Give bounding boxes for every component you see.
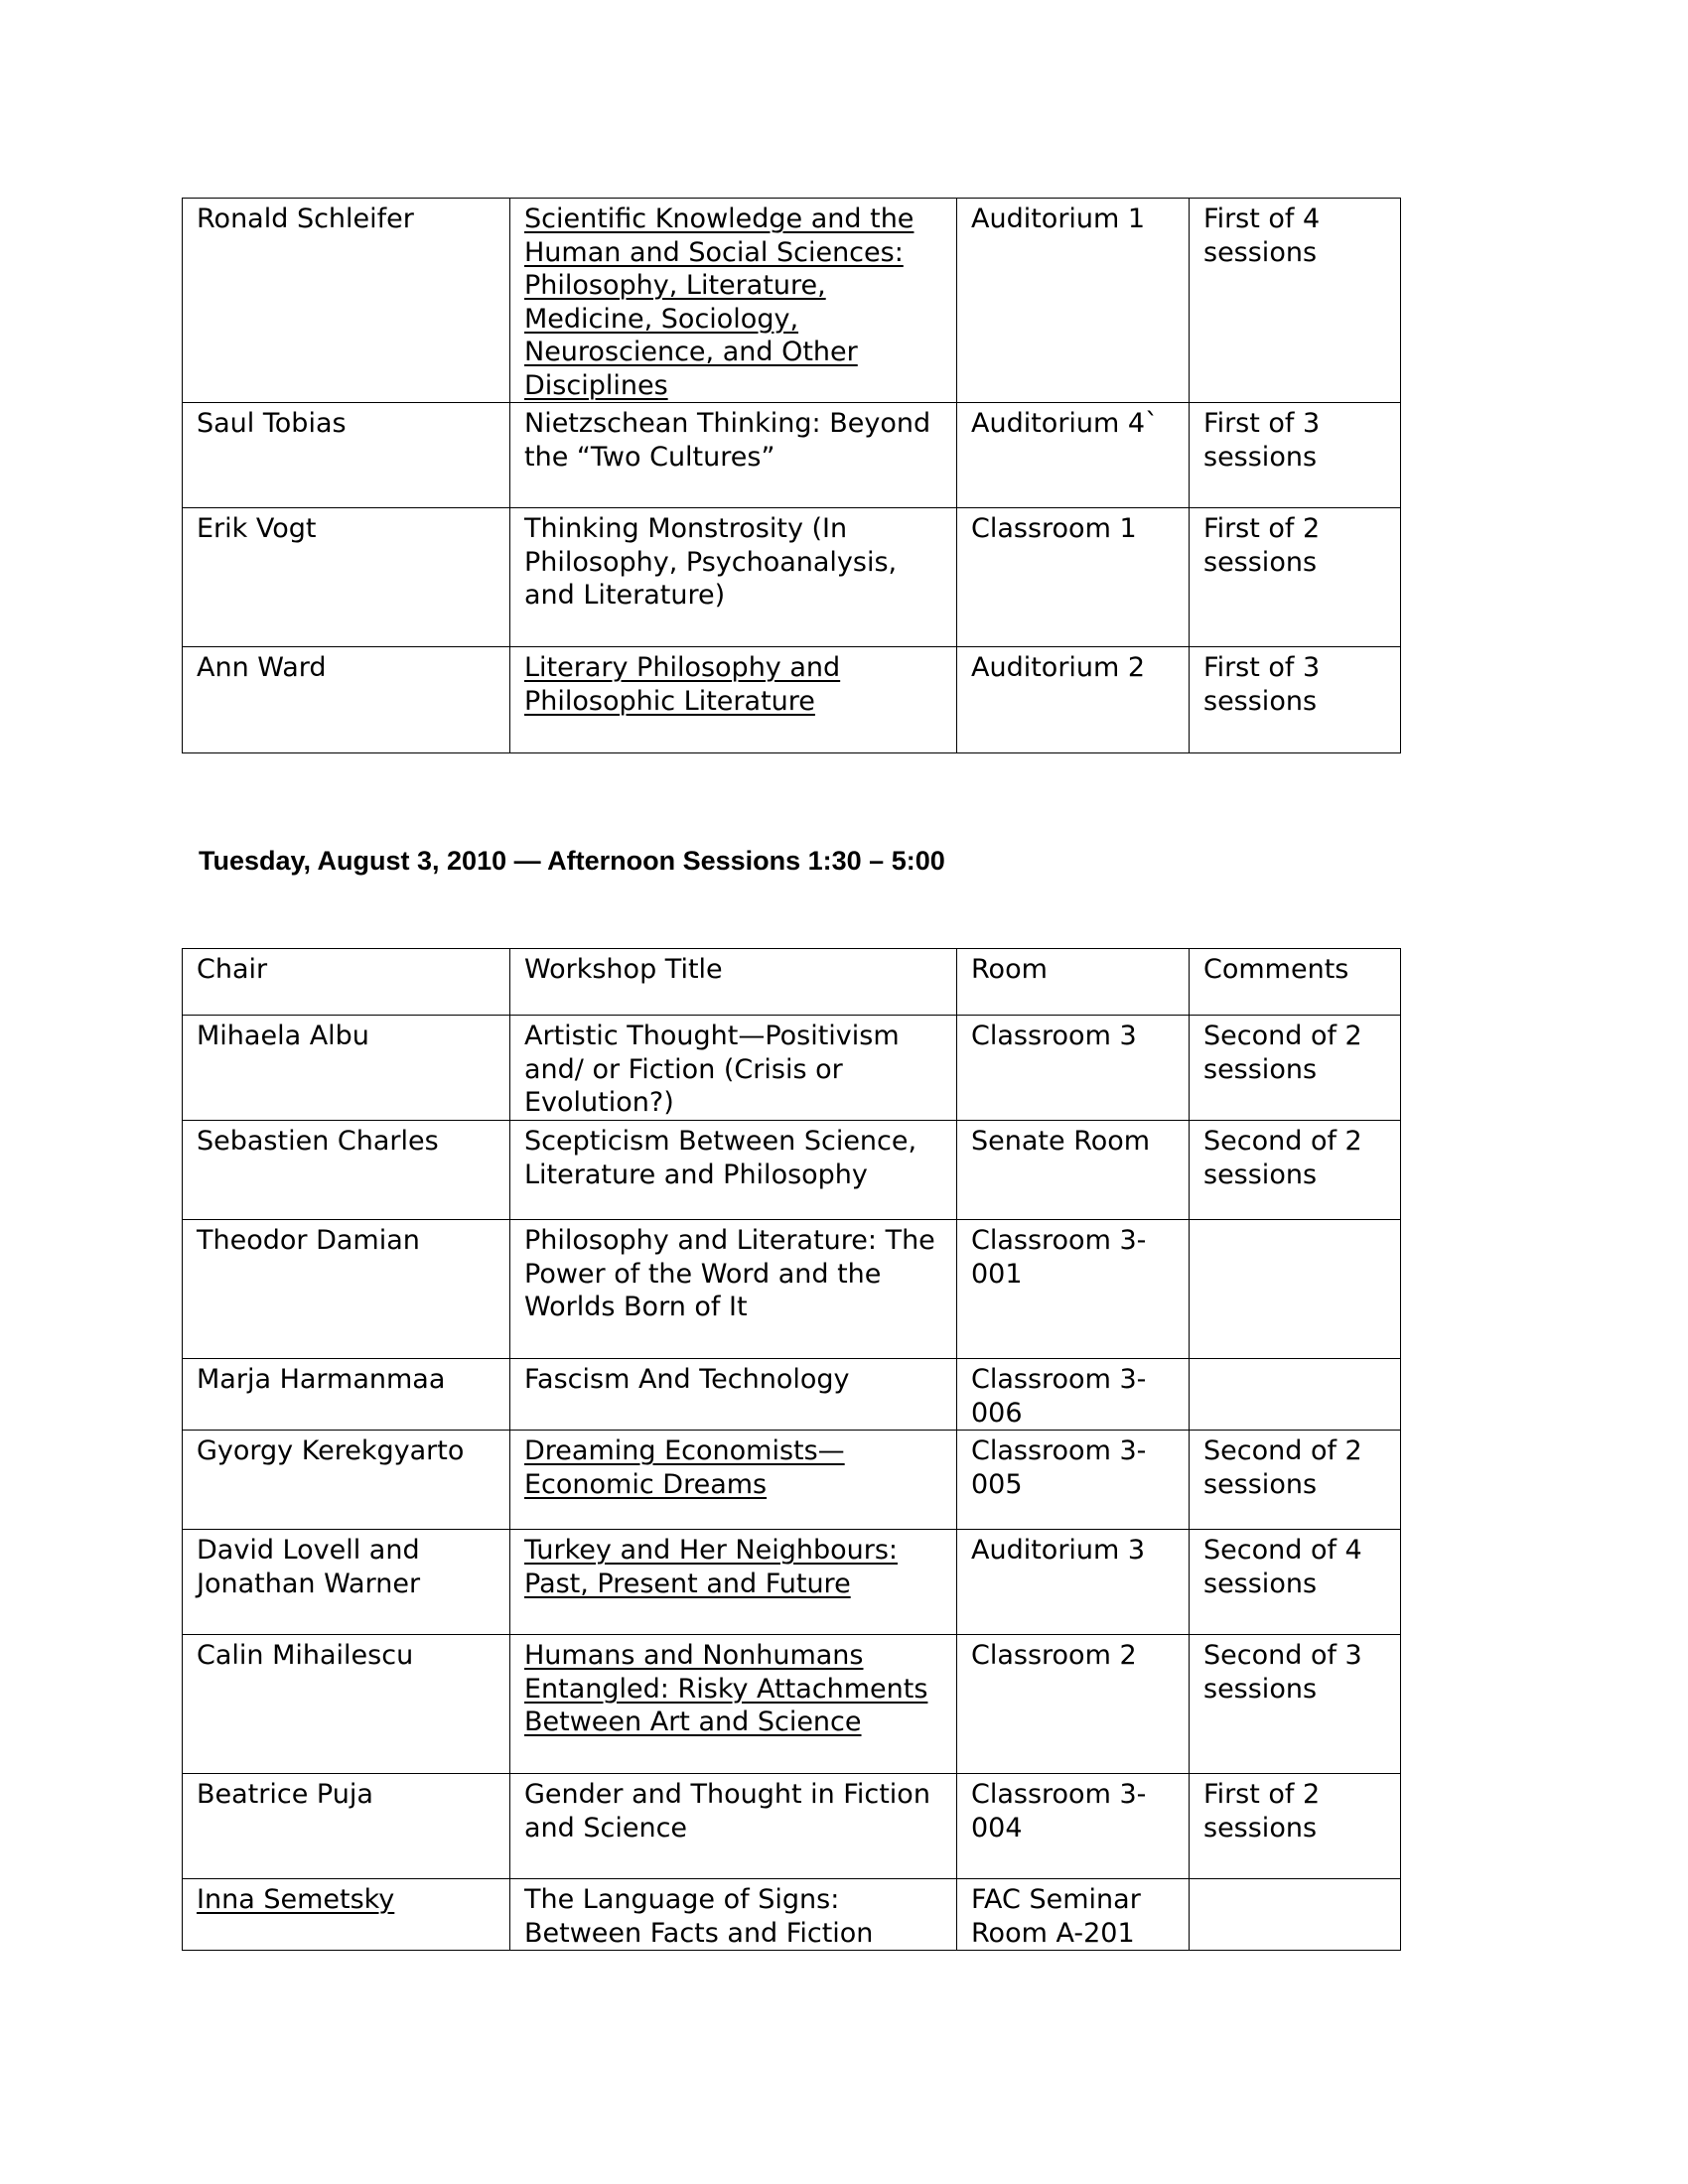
room-cell: Classroom 1 — [957, 508, 1190, 647]
workshop-title-link[interactable]: Scientific Knowledge and the Human and Social Sciences: Philosophy, Literature, Medicine, Sociology, Neuroscience, and Other Disciplines — [510, 199, 957, 403]
workshop-title: Gender and Thought in Fiction and Science — [510, 1774, 957, 1879]
room-cell: FAC Seminar Room A-201 — [957, 1879, 1190, 1951]
room-cell: Auditorium 1 — [957, 199, 1190, 403]
comments-cell: Second of 2 sessions — [1190, 1016, 1401, 1121]
afternoon-sessions-table — [182, 948, 1401, 1951]
table-row — [183, 1774, 1401, 1879]
workshop-title-link[interactable]: Turkey and Her Neighbours: Past, Present and Future — [510, 1530, 957, 1635]
chair-cell: Erik Vogt — [183, 508, 510, 647]
workshop-title: The Language of Signs: Between Facts and Fiction — [510, 1879, 957, 1951]
table-row — [183, 403, 1401, 508]
table-row — [183, 508, 1401, 647]
chair-cell: Mihaela Albu — [183, 1016, 510, 1121]
room-cell: Classroom 3-004 — [957, 1774, 1190, 1879]
chair-cell: Ann Ward — [183, 647, 510, 753]
table-header-row — [183, 949, 1401, 1016]
chair-cell: David Lovell and Jonathan Warner — [183, 1530, 510, 1635]
chair-cell: Marja Harmanmaa — [183, 1359, 510, 1431]
chair-cell: Calin Mihailescu — [183, 1635, 510, 1774]
chair-cell: Theodor Damian — [183, 1220, 510, 1359]
table-row — [183, 1359, 1401, 1431]
comments-cell: First of 3 sessions — [1190, 647, 1401, 753]
chair-cell: Ronald Schleifer — [183, 199, 510, 403]
table-row — [183, 1016, 1401, 1121]
room-cell: Classroom 3 — [957, 1016, 1190, 1121]
room-cell: Classroom 3-006 — [957, 1359, 1190, 1431]
workshop-title: Philosophy and Literature: The Power of the Word and the Worlds Born of It — [510, 1220, 957, 1359]
chair-cell: Sebastien Charles — [183, 1121, 510, 1220]
comments-cell: First of 4 sessions — [1190, 199, 1401, 403]
chair-cell: Saul Tobias — [183, 403, 510, 508]
morning-sessions-table — [182, 198, 1401, 753]
table-row — [183, 199, 1401, 403]
room-cell: Classroom 3-001 — [957, 1220, 1190, 1359]
workshop-title-link[interactable]: Literary Philosophy and Philosophic Literature — [510, 647, 957, 753]
room-cell: Senate Room — [957, 1121, 1190, 1220]
workshop-title: Scepticism Between Science, Literature and Philosophy — [510, 1121, 957, 1220]
workshop-title: Thinking Monstrosity (In Philosophy, Psychoanalysis, and Literature) — [510, 508, 957, 647]
comments-cell: Second of 3 sessions — [1190, 1635, 1401, 1774]
table-row — [183, 1220, 1401, 1359]
header-room: Room — [957, 949, 1190, 1016]
workshop-title: Artistic Thought—Positivism and/ or Fiction (Crisis or Evolution?) — [510, 1016, 957, 1121]
comments-cell: Second of 2 sessions — [1190, 1121, 1401, 1220]
comments-cell: First of 2 sessions — [1190, 508, 1401, 647]
room-cell: Auditorium 2 — [957, 647, 1190, 753]
header-comments: Comments — [1190, 949, 1401, 1016]
comments-cell: Second of 4 sessions — [1190, 1530, 1401, 1635]
comments-cell: First of 3 sessions — [1190, 403, 1401, 508]
workshop-title: Nietzschean Thinking: Beyond the “Two Cultures” — [510, 403, 957, 508]
room-cell: Auditorium 4` — [957, 403, 1190, 508]
workshop-title-link[interactable]: Humans and Nonhumans Entangled: Risky Attachments Between Art and Science — [510, 1635, 957, 1774]
workshop-title-link[interactable]: Dreaming Economists—Economic Dreams — [510, 1431, 957, 1530]
comments-cell — [1190, 1879, 1401, 1951]
chair-cell: Beatrice Puja — [183, 1774, 510, 1879]
table-row — [183, 1431, 1401, 1530]
room-cell: Classroom 3-005 — [957, 1431, 1190, 1530]
comments-cell — [1190, 1220, 1401, 1359]
table-row — [183, 1879, 1401, 1951]
table-row — [183, 1635, 1401, 1774]
table-row — [183, 647, 1401, 753]
comments-cell — [1190, 1359, 1401, 1431]
chair-cell: Gyorgy Kerekgyarto — [183, 1431, 510, 1530]
workshop-title: Fascism And Technology — [510, 1359, 957, 1431]
table-row — [183, 1121, 1401, 1220]
afternoon-sessions-heading: Tuesday, August 3, 2010 — Afternoon Sessions 1:30 – 5:00 — [199, 846, 945, 876]
header-chair: Chair — [183, 949, 510, 1016]
chair-link[interactable]: Inna Semetsky — [183, 1879, 510, 1951]
comments-cell: First of 2 sessions — [1190, 1774, 1401, 1879]
table-row — [183, 1530, 1401, 1635]
comments-cell: Second of 2 sessions — [1190, 1431, 1401, 1530]
room-cell: Classroom 2 — [957, 1635, 1190, 1774]
room-cell: Auditorium 3 — [957, 1530, 1190, 1635]
header-workshop-title: Workshop Title — [510, 949, 957, 1016]
